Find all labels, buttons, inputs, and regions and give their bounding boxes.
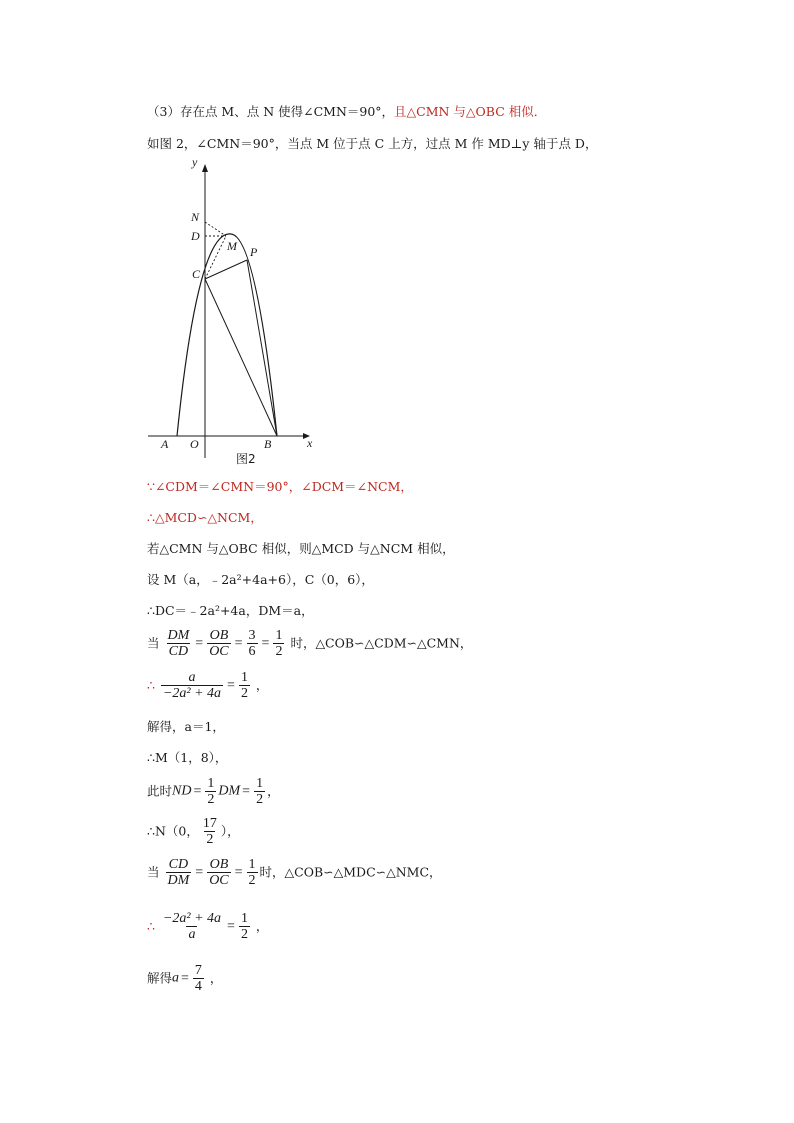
fraction-denominator: −2a² + 4a (162, 686, 222, 701)
dotted-cm (205, 236, 226, 279)
equals-sign: = (234, 864, 243, 880)
part3-intro-red-text: 且△CMN 与△OBC 相似． (394, 104, 547, 119)
fraction-numerator: 3 (248, 628, 256, 643)
fraction-denominator: 2 (240, 927, 248, 942)
segment-nd-label: ND (172, 783, 192, 799)
dotted-nm (205, 222, 226, 236)
fraction-numerator: 1 (240, 911, 248, 926)
case2-suffix: 时，△COB∽△MDC∽△NMC， (259, 864, 442, 880)
label-a: A (161, 437, 169, 451)
fraction-denominator: DM (167, 873, 190, 888)
fraction-1-2 (254, 776, 265, 807)
proof-dc-dm: ∴DC＝﹣2a²+4a，DM＝a， (147, 603, 314, 618)
fraction-ob-oc (207, 857, 230, 888)
proof-set-m: 设 M（a，﹣2a²+4a+6），C（0，6）， (147, 572, 374, 587)
part3-intro-text: （3）存在点 M、点 N 使得∠CMN＝90°， (147, 104, 395, 119)
fraction-1-2 (247, 857, 258, 888)
fraction-denominator: OC (209, 873, 229, 888)
segment-cp (205, 260, 247, 279)
fraction-7-4 (193, 963, 204, 994)
fraction-numerator: OB (209, 628, 229, 643)
part3-intro (147, 104, 546, 120)
fraction-poly-over-a (161, 911, 223, 942)
segment-pb (247, 260, 277, 436)
fraction-denominator: OC (209, 644, 229, 659)
figure2-intro: 如图 2，∠CMN＝90°，当点 M 位于点 C 上方，过点 M 作 MD⊥y 轴于点 D， (147, 136, 598, 151)
y-axis-arrow (202, 164, 208, 172)
equals-sign: = (242, 783, 251, 799)
fraction-1-2 (273, 628, 284, 659)
case1-prefix: 当 (147, 635, 160, 651)
equals-sign: = (227, 918, 235, 934)
label-p: P (250, 245, 258, 259)
case2-solution-prefix: 解得 (147, 970, 173, 986)
case1-point-n-prefix: ∴N（0， (147, 823, 199, 839)
fraction-denominator: CD (168, 644, 189, 659)
fraction-denominator: 2 (207, 792, 215, 807)
case1-equation (147, 670, 268, 701)
fraction-numerator: 1 (248, 857, 256, 872)
equals-sign: = (195, 635, 204, 651)
fraction-numerator: −2a² + 4a (162, 911, 222, 926)
case1-equation-suffix: ， (255, 677, 269, 693)
fraction-numerator: 1 (275, 628, 283, 643)
label-o: O (190, 437, 199, 451)
fraction-3-6 (247, 628, 258, 659)
fraction-dm-cd (166, 628, 192, 659)
equals-sign: = (234, 635, 243, 651)
proof-condition: 若△CMN 与△OBC 相似，则△MCD 与△NCM 相似， (147, 541, 455, 556)
case1-nd (147, 776, 280, 807)
label-y: y (192, 155, 198, 169)
parabola-curve (177, 234, 277, 436)
case1-solution: 解得，a＝1， (147, 719, 225, 734)
variable-a: a (172, 970, 180, 986)
fraction-denominator: 6 (248, 644, 256, 659)
fraction-numerator: 1 (256, 776, 264, 791)
label-n: N (191, 210, 200, 224)
fraction-1-2 (239, 670, 250, 701)
label-b: B (264, 437, 272, 451)
proof-angles: ∵∠CDM＝∠CMN＝90°，∠DCM＝∠NCM， (147, 479, 413, 494)
fraction-denominator: 2 (206, 832, 214, 847)
therefore-symbol: ∴ (147, 918, 155, 934)
case1-point-m: ∴M（1，8）， (147, 750, 228, 765)
fraction-numerator: OB (209, 857, 229, 872)
case1-point-n-suffix: ）， (220, 823, 240, 839)
case2-solution (147, 963, 222, 994)
case2-ratio (147, 857, 442, 888)
figure-caption: 图2 (236, 452, 256, 466)
fraction-denominator: 2 (248, 873, 256, 888)
fraction-denominator: 4 (194, 979, 202, 994)
equals-sign: = (193, 783, 202, 799)
fraction-ob-oc (207, 628, 230, 659)
fraction-numerator: 17 (202, 816, 217, 831)
fraction-numerator: 1 (240, 670, 248, 685)
fraction-a-over-poly (161, 670, 223, 701)
case1-point-n (147, 816, 240, 847)
case2-prefix: 当 (147, 864, 160, 880)
case2-equation-suffix: ， (255, 918, 269, 934)
fraction-1-2 (239, 911, 250, 942)
segment-dm-label: DM (218, 783, 241, 799)
fraction-numerator: CD (168, 857, 189, 872)
equals-sign: = (195, 864, 204, 880)
label-x: x (307, 436, 313, 450)
label-c: C (192, 267, 201, 281)
label-m: M (227, 239, 237, 253)
therefore-symbol: ∴ (147, 677, 155, 693)
fraction-numerator: 1 (207, 776, 215, 791)
fraction-1-2 (205, 776, 216, 807)
equals-sign: = (181, 970, 189, 986)
fraction-cd-dm (166, 857, 192, 888)
fraction-denominator: 2 (256, 792, 264, 807)
case1-nd-suffix: ， (267, 783, 280, 799)
case2-solution-suffix: ， (209, 970, 223, 986)
fraction-17-2 (201, 816, 219, 847)
equals-sign: = (261, 635, 270, 651)
fraction-numerator: a (188, 670, 196, 685)
fraction-denominator: 2 (240, 686, 248, 701)
figure-2 (140, 152, 330, 472)
case2-equation (147, 911, 268, 942)
fraction-numerator: 7 (194, 963, 202, 978)
case1-nd-prefix: 此时 (147, 783, 173, 799)
label-d: D (191, 229, 200, 243)
fraction-denominator: a (188, 927, 196, 942)
case1-ratio (147, 628, 472, 659)
proof-similar-1: ∴△MCD∽△NCM， (147, 510, 263, 525)
case1-suffix: 时，△COB∽△CDM∽△CMN， (290, 635, 473, 651)
fraction-denominator: 2 (275, 644, 283, 659)
segment-cb (205, 279, 277, 436)
equals-sign: = (227, 677, 235, 693)
fraction-numerator: DM (167, 628, 190, 643)
